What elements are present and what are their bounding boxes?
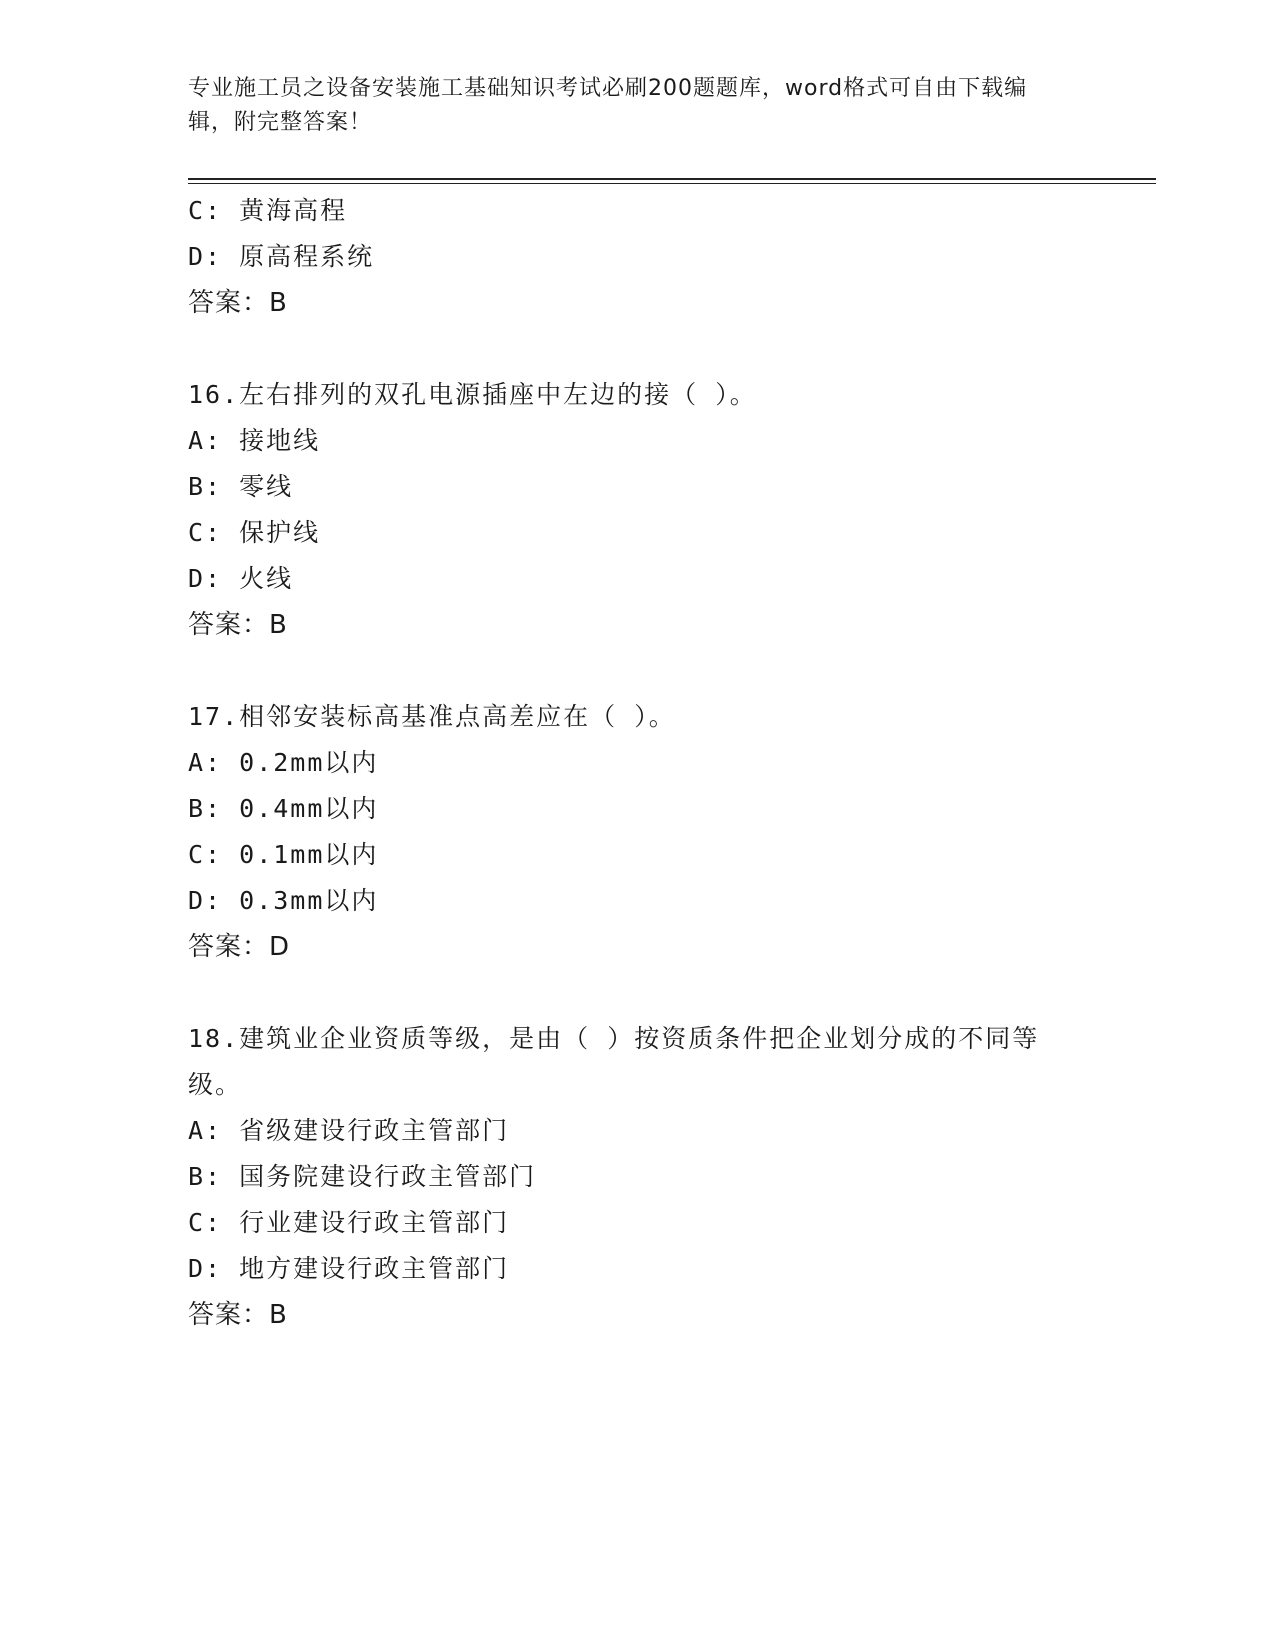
- option-b: B: 零线: [188, 472, 294, 501]
- option-c: C: 行业建设行政主管部门: [188, 1208, 510, 1237]
- answer-line: 答案：B: [188, 610, 288, 640]
- option-d: D: 0.3mm以内: [188, 886, 379, 915]
- option-c: C: 黄海高程: [188, 196, 348, 225]
- option-d: D: 地方建设行政主管部门: [188, 1254, 510, 1283]
- document-header: 专业施工员之设备安装施工基础知识考试必刷200题题库，word格式可自由下载编辑，附完整答案！: [188, 76, 1028, 135]
- question-17: 17.相邻安装标高基准点高差应在（ ）。: [188, 702, 676, 731]
- option-b: B: 国务院建设行政主管部门: [188, 1162, 537, 1191]
- option-c: C: 保护线: [188, 518, 321, 547]
- header-divider-thin: [188, 183, 1156, 184]
- option-a: A: 0.2mm以内: [188, 748, 379, 777]
- option-a: A: 接地线: [188, 426, 321, 455]
- answer-line: 答案：B: [188, 288, 288, 318]
- spacer: [188, 970, 1088, 1016]
- spacer: [188, 648, 1088, 694]
- option-d: D: 火线: [188, 564, 294, 593]
- question-list: [188, 188, 1088, 1338]
- option-d: D: 原高程系统: [188, 242, 375, 271]
- answer-line: 答案：B: [188, 1300, 288, 1330]
- option-a: A: 省级建设行政主管部门: [188, 1116, 510, 1145]
- question-16: 16.左右排列的双孔电源插座中左边的接（ ）。: [188, 380, 757, 409]
- question-18: 18.建筑业企业资质等级，是由（ ）按资质条件把企业划分成的不同等级。: [188, 1024, 1040, 1099]
- option-c: C: 0.1mm以内: [188, 840, 379, 869]
- header-divider-thick: [188, 178, 1156, 180]
- answer-line: 答案：D: [188, 932, 291, 962]
- spacer: [188, 326, 1088, 372]
- option-b: B: 0.4mm以内: [188, 794, 379, 823]
